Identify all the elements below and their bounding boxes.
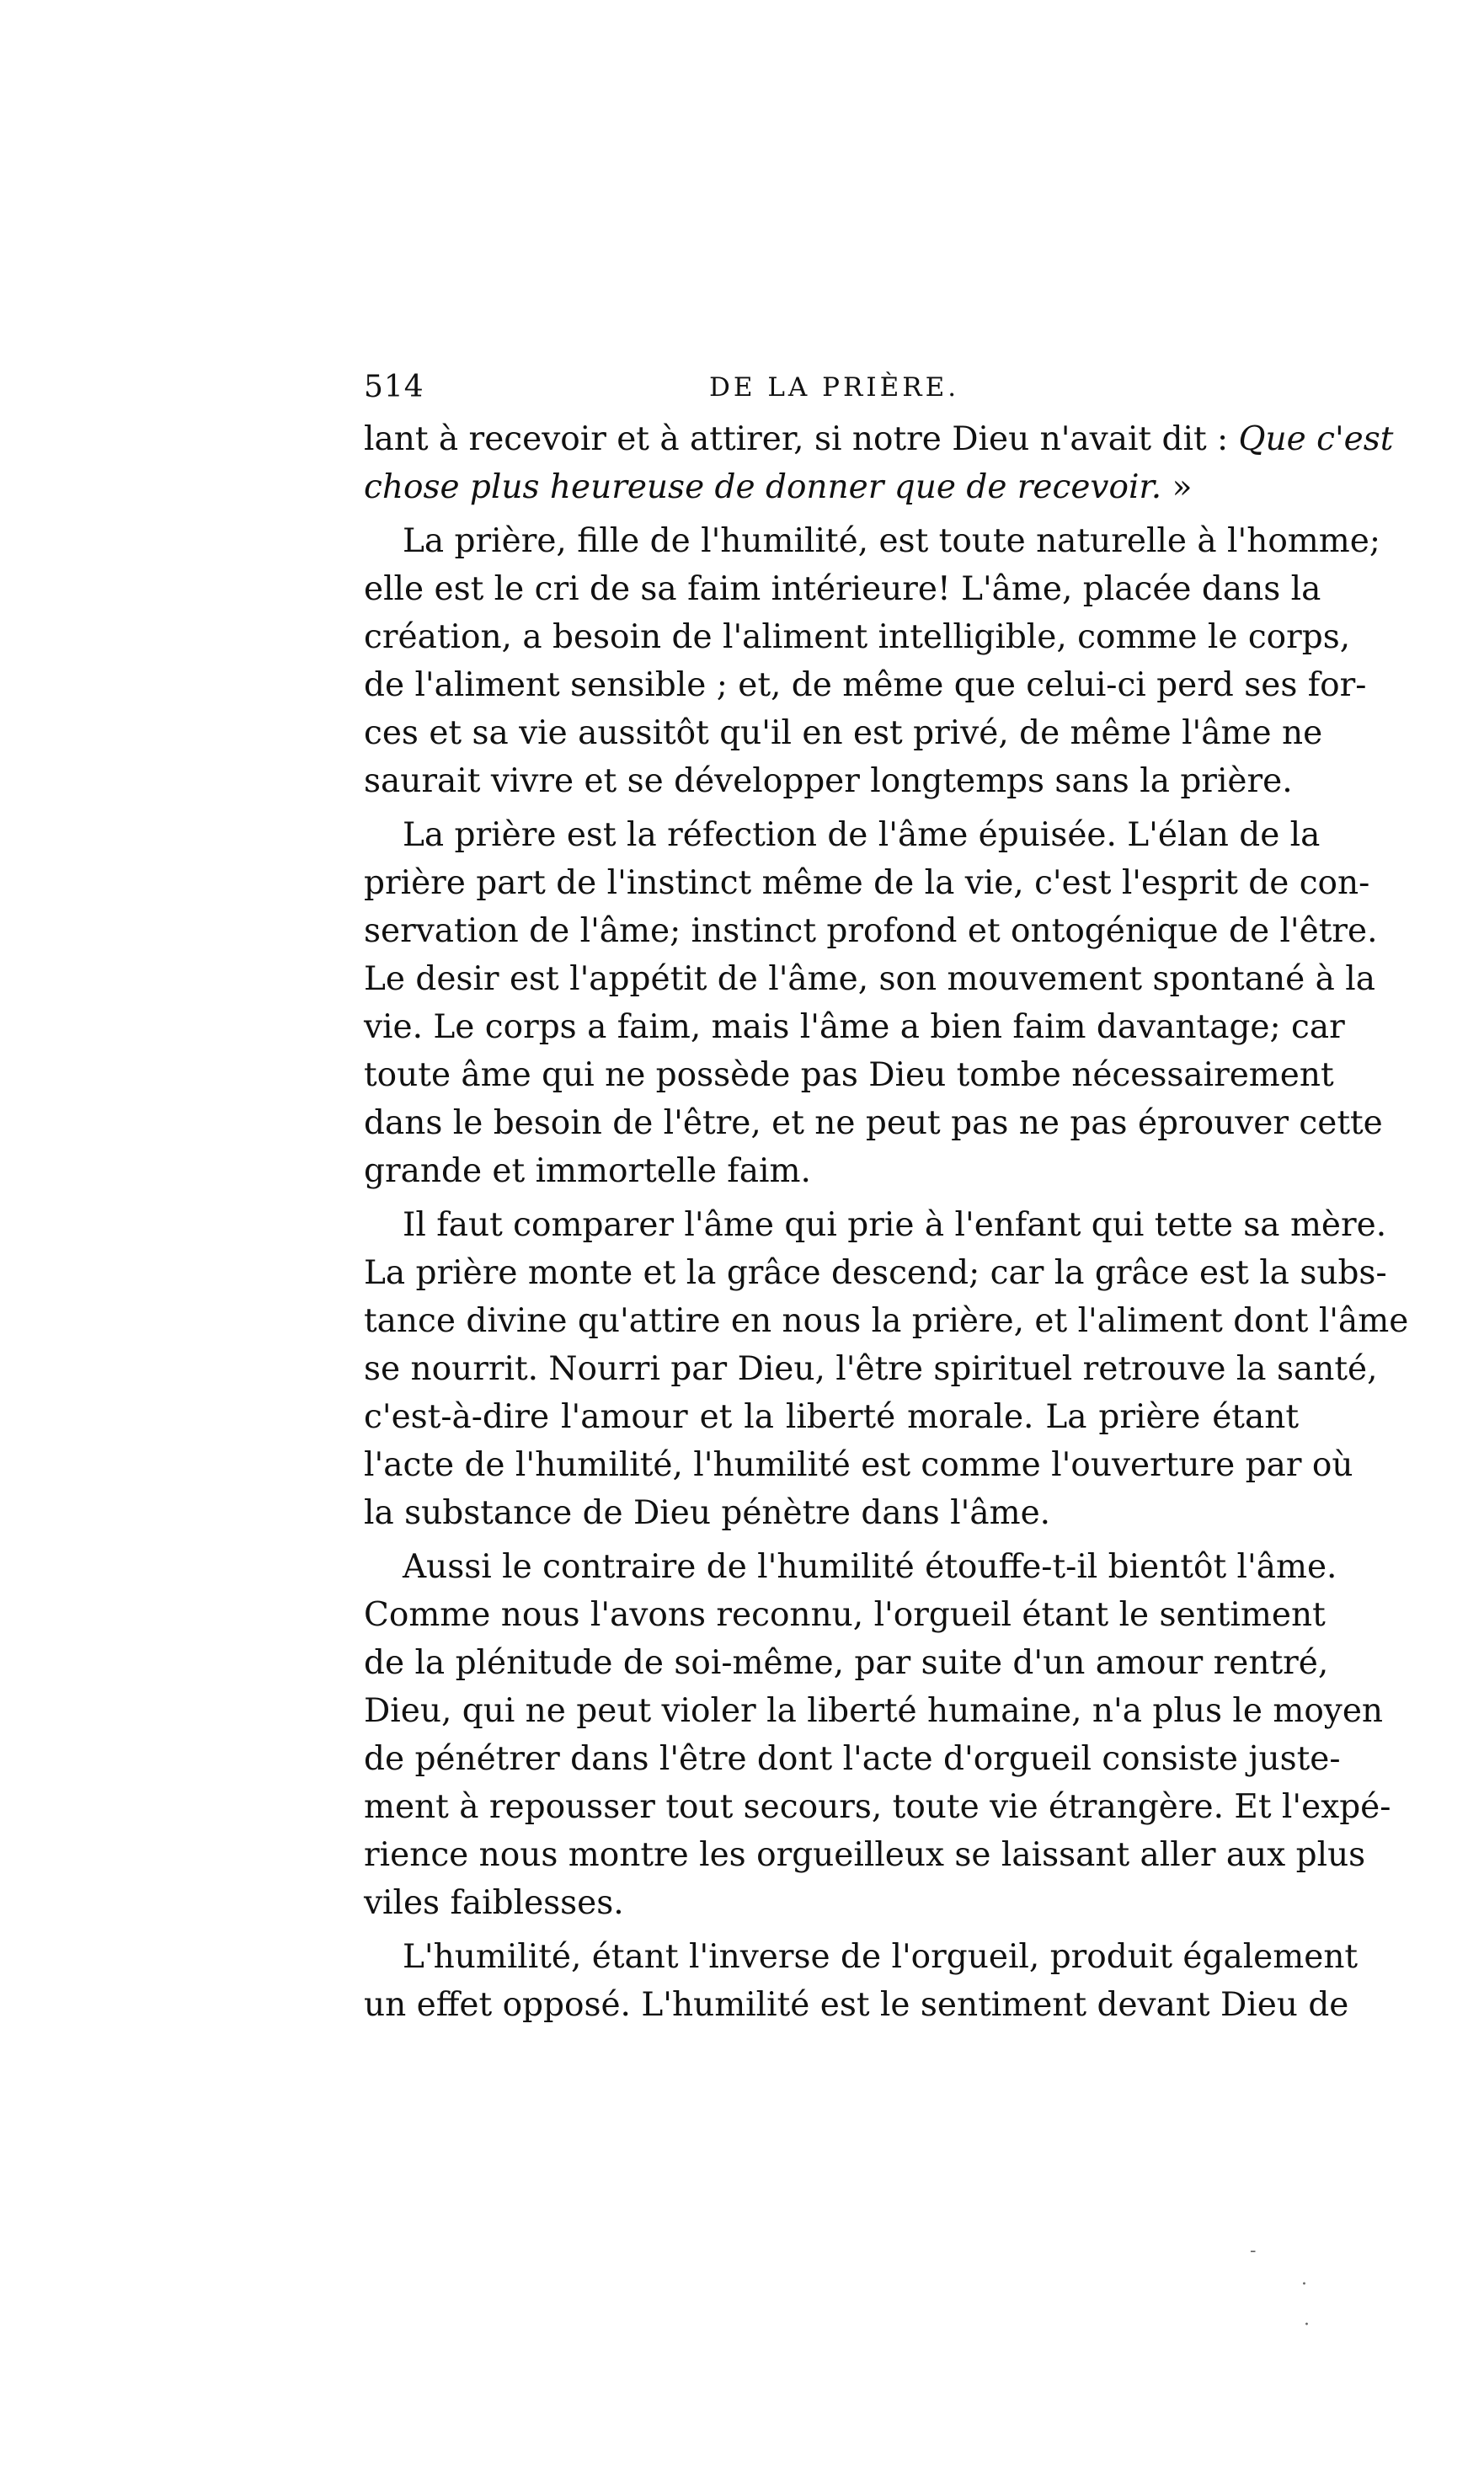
page-number: 514 bbox=[364, 370, 424, 404]
text-line: Comme nous l'avons reconnu, l'orgueil étant le sentiment bbox=[364, 1596, 1326, 1634]
text-line: elle est le cri de sa faim intérieure! L'âme, placée dans la bbox=[364, 570, 1321, 608]
margin-speck: - bbox=[1250, 2240, 1257, 2261]
page-header bbox=[364, 362, 1299, 413]
text-line: tance divine qu'attire en nous la prière, et l'aliment dont l'âme bbox=[364, 1302, 1409, 1340]
body-text bbox=[364, 415, 1409, 2029]
margin-speck: · bbox=[1304, 2314, 1310, 2336]
text-line: Le desir est l'appétit de l'âme, son mouvement spontané à la bbox=[364, 960, 1375, 998]
quote-italic: Que c'est bbox=[1238, 420, 1394, 458]
text-line: vie. Le corps a faim, mais l'âme a bien faim davantage; car bbox=[364, 1008, 1345, 1046]
margin-speck: · bbox=[1301, 2274, 1307, 2295]
text-line: se nourrit. Nourri par Dieu, l'être spirituel retrouve la santé, bbox=[364, 1350, 1378, 1388]
text-line: La prière est la réfection de l'âme épuisée. L'élan de la bbox=[403, 816, 1321, 854]
text-line: ces et sa vie aussitôt qu'il en est privé, de même l'âme ne bbox=[364, 714, 1323, 752]
text-line: chose plus heureuse de donner que de recevoir. » bbox=[364, 468, 1193, 506]
text-line: dans le besoin de l'être, et ne peut pas ne pas éprouver cette bbox=[364, 1104, 1383, 1142]
text-line: c'est-à-dire l'amour et la liberté morale. La prière étant bbox=[364, 1398, 1299, 1436]
text-line: servation de l'âme; instinct profond et ontogénique de l'être. bbox=[364, 912, 1378, 950]
text-line: Dieu, qui ne peut violer la liberté humaine, n'a plus le moyen bbox=[364, 1692, 1384, 1730]
text-line: ment à repousser tout secours, toute vie étrangère. Et l'expé- bbox=[364, 1788, 1391, 1826]
text-line: grande et immortelle faim. bbox=[364, 1152, 811, 1190]
text-line: L'humilité, étant l'inverse de l'orgueil, produit également bbox=[403, 1938, 1359, 1976]
text-line: de pénétrer dans l'être dont l'acte d'orgueil consiste juste- bbox=[364, 1740, 1341, 1778]
text-line: viles faiblesses. bbox=[364, 1884, 624, 1922]
text-line: un effet opposé. L'humilité est le sentiment devant Dieu de bbox=[364, 1986, 1349, 2024]
text-line: de l'aliment sensible ; et, de même que celui-ci perd ses for- bbox=[364, 666, 1367, 704]
text-line: Aussi le contraire de l'humilité étouffe-t-il bientôt l'âme. bbox=[403, 1548, 1337, 1586]
text-line: prière part de l'instinct même de la vie, c'est l'esprit de con- bbox=[364, 864, 1370, 902]
text-line: lant à recevoir et à attirer, si notre Dieu n'avait dit : Que c'est bbox=[364, 420, 1394, 458]
text-line: La prière, fille de l'humilité, est toute naturelle à l'homme; bbox=[403, 522, 1380, 560]
text-line: La prière monte et la grâce descend; car la grâce est la subs- bbox=[364, 1254, 1387, 1292]
text-line: la substance de Dieu pénètre dans l'âme. bbox=[364, 1494, 1051, 1532]
text-line: saurait vivre et se développer longtemps sans la prière. bbox=[364, 762, 1293, 800]
text-line: création, a besoin de l'aliment intelligible, comme le corps, bbox=[364, 618, 1351, 656]
text-line: rience nous montre les orgueilleux se laissant aller aux plus bbox=[364, 1836, 1366, 1874]
text-line: l'acte de l'humilité, l'humilité est comme l'ouverture par où bbox=[364, 1446, 1353, 1484]
text-line: Il faut comparer l'âme qui prie à l'enfant qui tette sa mère. bbox=[403, 1206, 1387, 1244]
quote-italic: chose plus heureuse de donner que de recevoir. bbox=[364, 468, 1162, 506]
running-title: DE LA PRIÈRE. bbox=[709, 372, 960, 403]
text-line: toute âme qui ne possède pas Dieu tombe nécessairement bbox=[364, 1056, 1334, 1094]
text-line: de la plénitude de soi-même, par suite d'un amour rentré, bbox=[364, 1644, 1329, 1682]
